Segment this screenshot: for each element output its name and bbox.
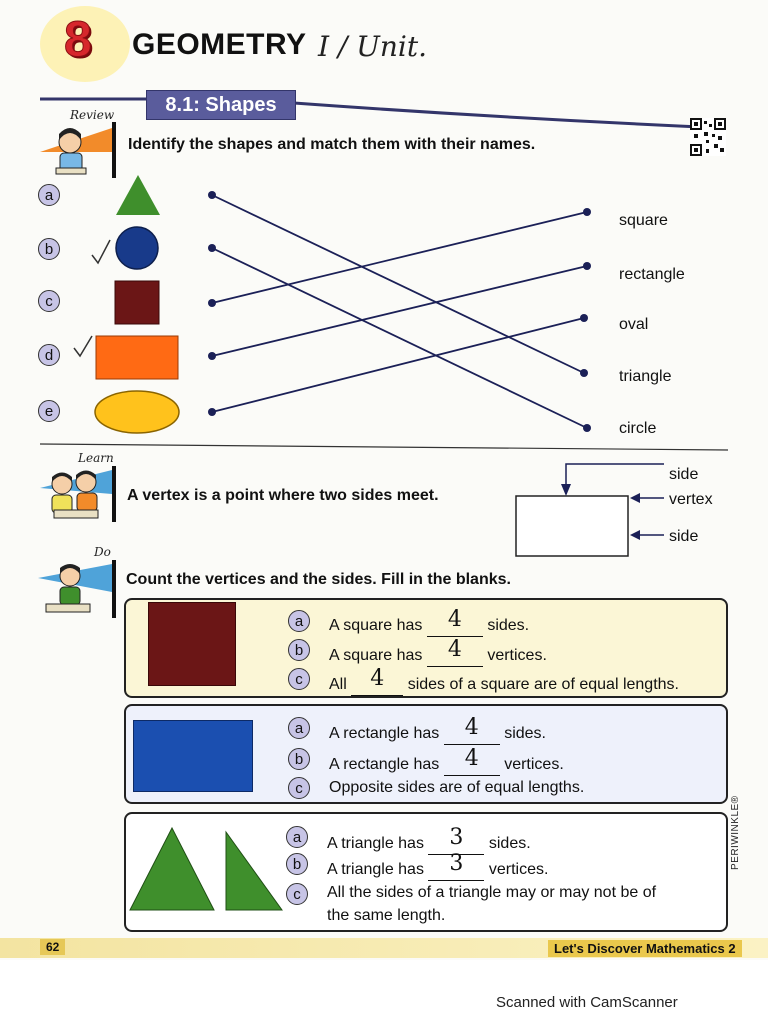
rectangle-badge-b: b — [288, 748, 310, 770]
exercise-square-shape — [148, 602, 236, 686]
triangle-line-c1: All the sides of a triangle may or may not be of — [327, 884, 657, 901]
square-line-b: A square has 4 vertices. — [329, 641, 547, 667]
do-instruction: Count the vertices and the sides. Fill in the blanks. — [126, 571, 511, 588]
badge-c: c — [38, 290, 60, 312]
page-number: 62 — [40, 939, 65, 955]
section-divider — [0, 440, 768, 454]
checkmark-d — [74, 336, 92, 356]
name-circle: circle — [619, 420, 657, 437]
checkmark-b — [92, 240, 110, 263]
exercise-triangle-shapes — [126, 824, 286, 916]
learn-label: Learn — [78, 451, 114, 465]
chapter-title: GEOMETRY — [132, 28, 307, 61]
exercise-isosceles-triangle — [130, 828, 214, 910]
rectangle-answer-b[interactable]: 4 — [464, 746, 479, 771]
square-answer-c[interactable]: 4 — [370, 666, 385, 691]
badge-a: a — [38, 184, 60, 206]
exercise-right-triangle — [226, 832, 282, 910]
match-line-e — [212, 318, 584, 412]
publisher-mark: PERIWINKLE® — [730, 795, 741, 870]
do-girl-icon — [38, 558, 122, 622]
name-square: square — [619, 212, 668, 229]
triangle-line-a: A triangle has 3 sides. — [327, 829, 531, 855]
rectangle-line-b: A rectangle has 4 vertices. — [329, 750, 564, 776]
rectangle-line-a: A rectangle has 4 sides. — [329, 719, 546, 745]
square-answer-b[interactable]: 4 — [447, 637, 462, 662]
book-title: Let's Discover Mathematics 2 — [548, 940, 742, 957]
square-line-a: A square has 4 sides. — [329, 611, 529, 637]
review-instruction: Identify the shapes and match them with their names. — [128, 136, 536, 153]
triangle-badge-c: c — [286, 883, 308, 905]
shape-square — [115, 281, 159, 324]
triangle-line-c2: the same length. — [327, 907, 446, 924]
name-rectangle: rectangle — [619, 266, 685, 283]
shape-circle — [116, 227, 158, 269]
rectangle-answer-a[interactable]: 4 — [464, 715, 479, 740]
review-label: Review — [70, 108, 115, 122]
square-badge-c: c — [288, 668, 310, 690]
square-badge-a: a — [288, 610, 310, 632]
square-badge-b: b — [288, 639, 310, 661]
match-line-c — [212, 212, 587, 303]
triangle-line-b: A triangle has 3 vertices. — [327, 855, 548, 881]
scanner-watermark: Scanned with CamScanner — [496, 994, 678, 1011]
shape-triangle — [116, 175, 160, 215]
match-line-b — [212, 248, 587, 428]
learn-kids-icon — [40, 464, 122, 526]
shape-rectangle — [96, 336, 178, 379]
rectangle-badge-c: c — [288, 777, 310, 799]
square-answer-a[interactable]: 4 — [447, 607, 462, 632]
vertex-definition: A vertex is a point where two sides meet. — [127, 487, 439, 504]
match-line-d — [212, 266, 587, 356]
rectangle-badge-a: a — [288, 717, 310, 739]
qr-code-icon — [690, 118, 726, 156]
badge-e: e — [38, 400, 60, 422]
chapter-number: 8 — [64, 11, 92, 67]
do-label: Do — [94, 545, 111, 559]
name-triangle: triangle — [619, 368, 672, 385]
matching-diagram — [0, 160, 768, 450]
diagram-label-side-top: side — [669, 466, 699, 483]
triangle-answer-a[interactable]: 3 — [449, 825, 464, 850]
match-line-a — [212, 195, 584, 373]
rectangle-line-c: Opposite sides are of equal lengths. — [329, 779, 585, 796]
handwritten-title: I / Unit. — [318, 30, 428, 63]
triangle-badge-a: a — [286, 826, 308, 848]
section-title: 8.1: Shapes — [146, 90, 296, 120]
diagram-label-vertex: vertex — [669, 491, 713, 508]
shape-oval — [95, 391, 179, 433]
square-line-c: All 4 sides of a square are of equal lengths. — [329, 670, 679, 696]
name-oval: oval — [619, 316, 649, 333]
triangle-badge-b: b — [286, 853, 308, 875]
diagram-label-side-bottom: side — [669, 528, 699, 545]
badge-d: d — [38, 344, 60, 366]
badge-b: b — [38, 238, 60, 260]
exercise-rectangle-shape — [133, 720, 253, 792]
triangle-answer-b[interactable]: 3 — [449, 851, 464, 876]
